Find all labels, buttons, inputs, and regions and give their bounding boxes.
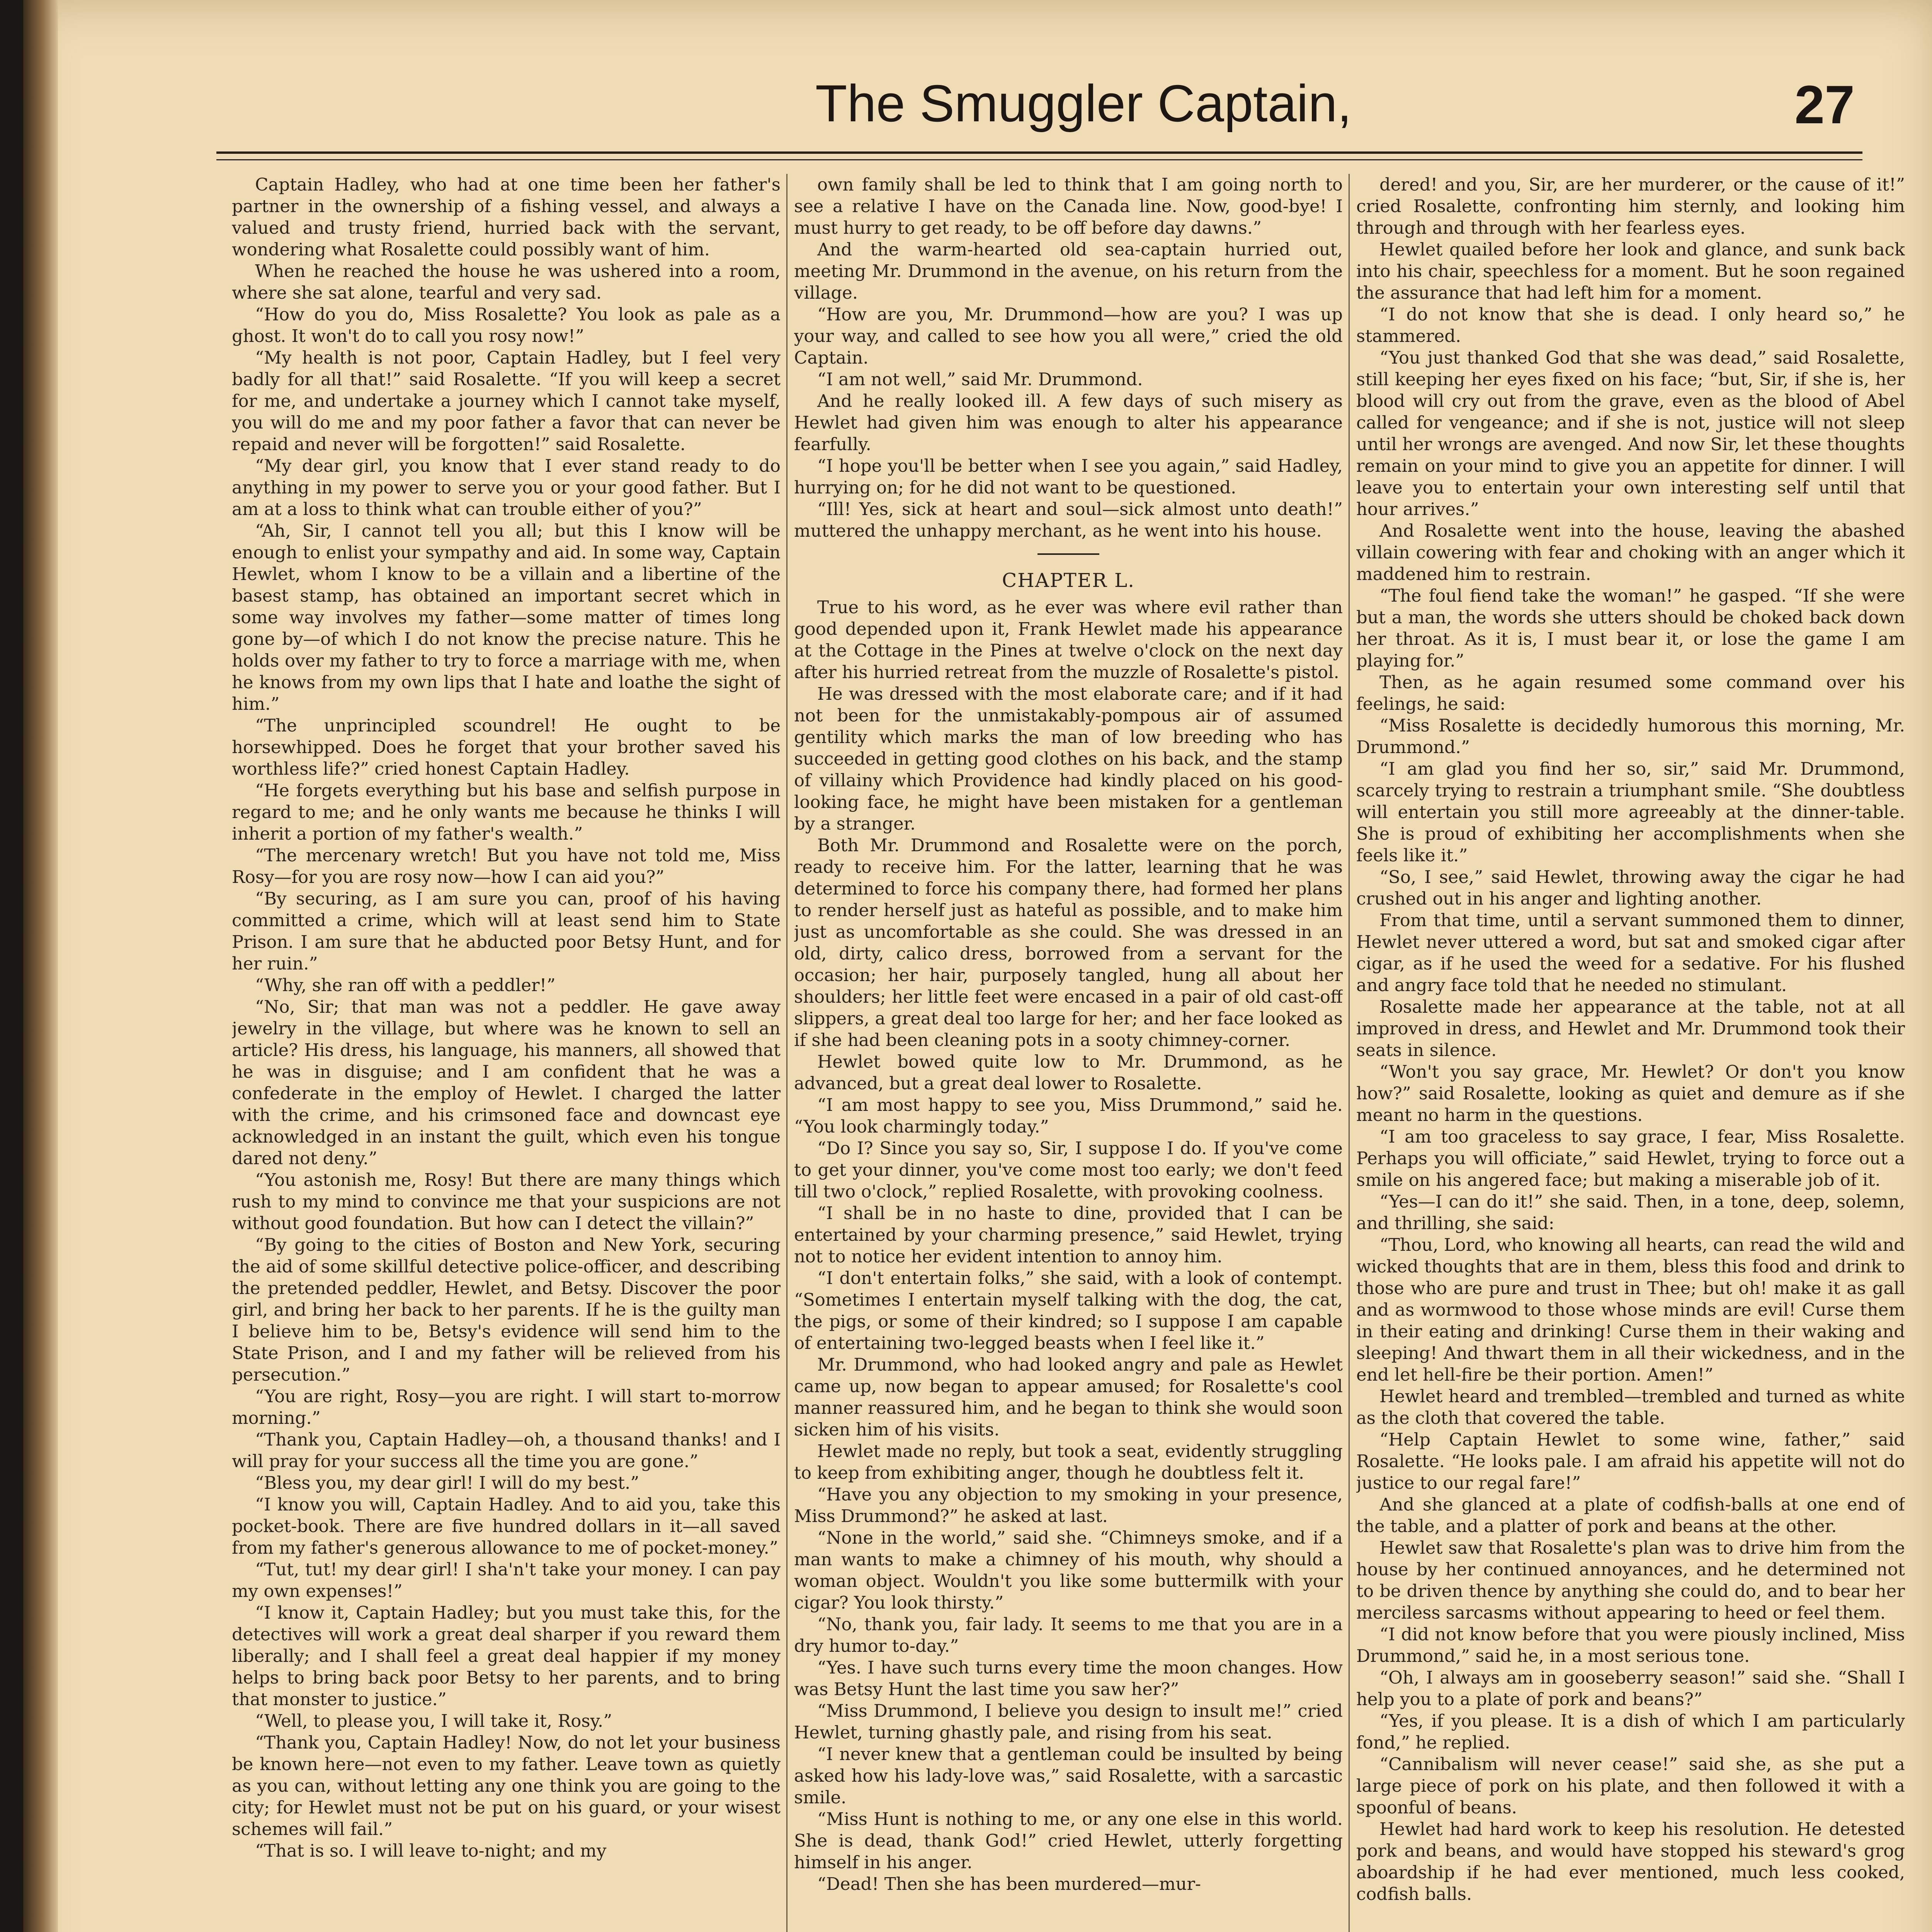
paragraph: “Cannibalism will never cease!” said she, as she put a large piece of pork on his plate, and then followed it with a spoonful of beans. — [1356, 1754, 1905, 1818]
paragraph: “How do you do, Miss Rosalette? You look as pale as a ghost. It won't do to call you rosy now!” — [232, 304, 781, 346]
paragraph: “Tut, tut! my dear girl! I sha'n't take your money. I can pay my own expenses!” — [232, 1559, 781, 1601]
chapter-heading: CHAPTER L. — [1002, 569, 1135, 592]
paragraph: True to his word, as he ever was where evil rather than good depended upon it, Frank Hewlet made his appearance at the Cottage in the Pines at twelve o'clock on the next day after his hurried retreat from the muzzle of Rosalette's pistol. — [794, 597, 1343, 682]
paragraph: Hewlet saw that Rosalette's plan was to drive him from the house by her continued annoyances, and he determined not to be driven thence by anything she could do, and to bear her merciless sarcasms without appearing to heed or feel them. — [1356, 1537, 1905, 1623]
paragraph: “So, I see,” said Hewlet, throwing away the cigar he had crushed out in his anger and lighting another. — [1356, 867, 1905, 909]
paragraph: Hewlet quailed before her look and glance, and sunk back into his chair, speechless for a moment. But he soon regained the assurance that had left him for a moment. — [1356, 239, 1905, 303]
paragraph: “I am too graceless to say grace, I fear, Miss Rosalette. Perhaps you will officiate,” said Hewlet, trying to force out a smile on his angered face; but making a miserable job of it. — [1356, 1126, 1905, 1190]
paragraph: Hewlet heard and trembled—trembled and turned as white as the cloth that covered the table. — [1356, 1386, 1905, 1428]
paragraph: “How are you, Mr. Drummond—how are you? I was up your way, and called to see how you all were,” cried the old Captain. — [794, 304, 1343, 368]
column-divider — [1349, 174, 1350, 1932]
paragraph: “None in the world,” said she. “Chimneys smoke, and if a man wants to make a chimney of his mouth, why should a woman object. Wouldn't you like some buttermilk with your cigar? You look thirsty.” — [794, 1527, 1343, 1613]
running-title: The Smuggler Captain, — [815, 74, 1352, 133]
paragraph: And she glanced at a plate of codfish-balls at one end of the table, and a platter of pork and beans at the other. — [1356, 1494, 1905, 1536]
paragraph: “Miss Drummond, I believe you design to insult me!” cried Hewlet, turning ghastly pale, and rising from his seat. — [794, 1701, 1343, 1743]
text-columns — [232, 174, 1905, 1932]
paragraph: “Ah, Sir, I cannot tell you all; but this I know will be enough to enlist your sympathy and aid. In some way, Captain Hewlet, whom I know to be a villain and a libertine of the basest stamp, has obtained an important secret which in some way involves my father—some matter of times long gone by—of which I do not know the precise nature. This he holds over my father to try to force a marriage with me, when he knows from my own lips that I hate and loathe the sight of him.” — [232, 520, 781, 714]
paragraph: “Thank you, Captain Hadley! Now, do not let your business be known here—not even to my father. Leave town as quietly as you can, without letting any one think you are going to the city; for Hewlet must not be put on his guard, or your wisest schemes will fail.” — [232, 1732, 781, 1839]
paragraph: “I am glad you find her so, sir,” said Mr. Drummond, scarcely trying to restrain a triumphant smile. “She doubtless will entertain you still more agreeably at the dinner-table. She is proud of exhibiting her accomplishments when she feels like it.” — [1356, 759, 1905, 866]
paragraph: “No, thank you, fair lady. It seems to me that you are in a dry humor to-day.” — [794, 1614, 1343, 1656]
paragraph: “Thank you, Captain Hadley—oh, a thousand thanks! and I will pray for your success all the time you are gone.” — [232, 1429, 781, 1471]
paragraph: “I shall be in no haste to dine, provided that I can be entertained by your charming presence,” said Hewlet, trying not to notice her evident intention to annoy him. — [794, 1203, 1343, 1267]
column-2-bottom — [794, 597, 1343, 1895]
paragraph: “I hope you'll be better when I see you again,” said Hadley, hurrying on; for he did not want to be questioned. — [794, 456, 1343, 498]
paragraph: “I did not know before that you were piously inclined, Miss Drummond,” said he, in a most serious tone. — [1356, 1624, 1905, 1666]
paragraph: “Ill! Yes, sick at heart and soul—sick almost unto death!” muttered the unhappy merchant, as he went into his house. — [794, 499, 1343, 541]
paragraph: “Why, she ran off with a peddler!” — [255, 975, 556, 995]
paragraph: “My health is not poor, Captain Hadley, but I feel very badly for all that!” said Rosalette. “If you will keep a secret for me, and undertake a journey which I cannot take myself, you will do me and my poor father a favor that can never be repaid and never will be forgotten!” said Rosalette. — [232, 347, 781, 454]
paragraph: “My dear girl, you know that I ever stand ready to do anything in my power to serve you or your good father. But I am at a loss to think what can trouble either of you?” — [232, 456, 781, 519]
paragraph: “You are right, Rosy—you are right. I will start to-morrow morning.” — [232, 1386, 781, 1428]
paragraph: “Oh, I always am in gooseberry season!” said she. “Shall I help you to a plate of pork and beans?” — [1356, 1667, 1905, 1709]
paragraph: “I do not know that she is dead. I only heard so,” he stammered. — [1356, 304, 1905, 346]
chapter-divider-rule — [1037, 553, 1099, 555]
paragraph: “Dead! Then she has been murdered—mur- — [817, 1874, 1201, 1894]
column-2-top — [794, 174, 1343, 542]
paragraph: From that time, until a servant summoned them to dinner, Hewlet never uttered a word, but sat and smoked cigar after cigar, as if he used the weed for a sedative. For his flushed and angry face told that he needed no stimulant. — [1356, 910, 1905, 995]
page-header — [216, 70, 1862, 147]
paragraph: “The unprincipled scoundrel! He ought to be horsewhipped. Does he forget that your brother saved his worthless life?” cried honest Captain Hadley. — [232, 715, 781, 779]
paragraph: “Bless you, my dear girl! I will do my best.” — [255, 1473, 639, 1493]
paragraph: “Yes. I have such turns every time the moon changes. How was Betsy Hunt the last time you saw her?” — [794, 1657, 1343, 1699]
paragraph: “I know it, Captain Hadley; but you must take this, for the detectives will work a great deal sharper if you reward them liberally; and I shall feel a great deal happier if my money helps to bring back poor Betsy to her parents, and to bring that monster to justice.” — [232, 1602, 781, 1709]
paragraph: “Do I? Since you say so, Sir, I suppose I do. If you've come to get your dinner, you've come most too early; we don't feed till two o'clock,” replied Rosalette, with provoking coolness. — [794, 1138, 1343, 1202]
paragraph: He was dressed with the most elaborate care; and if it had not been for the unmistakably-pompous air of assumed gentility which marks the man of low breeding who has succeeded in getting good clothes on his back, and the stamp of villainy which Providence had kindly placed on his good-looking face, he might have been mistaken for a gentleman by a stranger. — [794, 684, 1343, 834]
paragraph: “That is so. I will leave to-night; and my — [255, 1840, 607, 1861]
paragraph: Both Mr. Drummond and Rosalette were on the porch, ready to receive him. For the latter, learning that he was determined to force his company there, had formed her plans to render herself just as hateful as possible, and to make him just as uncomfortable as she could. She was dressed in an old, dirty, calico dress, borrowed from a servant for the occasion; her hair, purposely tangled, hung all about her shoulders; her little feet were encased in a pair of old cast-off slippers, a great deal too large for her; and her face looked as if she had been cleaning pots in a sooty chimney-corner. — [794, 835, 1343, 1050]
paragraph: “Well, to please you, I will take it, Rosy.” — [255, 1711, 612, 1731]
paragraph: “He forgets everything but his base and selfish purpose in regard to me; and he only wants me because he thinks I will inherit a portion of my father's wealth.” — [232, 780, 781, 844]
paragraph: “Help Captain Hewlet to some wine, father,” said Rosalette. “He looks pale. I am afraid his appetite will not do justice to our regal fare!” — [1356, 1429, 1905, 1493]
paragraph: “I know you will, Captain Hadley. And to aid you, take this pocket-book. There are five hundred dollars in it—all saved from my father's generous allowance to me of pocket-money.” — [232, 1494, 781, 1558]
paragraph: “No, Sir; that man was not a peddler. He gave away jewelry in the village, but where was he known to sell an article? His dress, his language, his manners, all showed that he was in disguise; and I am confident that he was a confederate in the employ of Hewlet. I charged the latter with the crime, and his crimsoned face and downcast eye acknowledged in an instant the guilt, which even his tongue dared not deny.” — [232, 997, 781, 1168]
paragraph: “Have you any objection to my smoking in your presence, Miss Drummond?” he asked at last. — [794, 1484, 1343, 1526]
paragraph: “Thou, Lord, who knowing all hearts, can read the wild and wicked thoughts that are in them, bless this food and drink to those who are pure and trust in Thee; but oh! make it as gall and as wormwood to those whose minds are evil! Curse them in their eating and drinking! Curse them in their waking and sleeping! And thwart them in all their wickedness, and in the end let hell-fire be their portion. Amen!” — [1356, 1235, 1905, 1385]
paragraph: Mr. Drummond, who had looked angry and pale as Hewlet came up, now began to appear amused; for Rosalette's cool manner reassured him, and he began to think she would soon sicken him of his visits. — [794, 1354, 1343, 1440]
column-1 — [232, 174, 781, 1932]
paragraph: “You just thanked God that she was dead,” said Rosalette, still keeping her eyes fixed on his face; “but, Sir, if she is, her blood will cry out from the grave, even as the blood of Abel called for vengeance; and if she is not, justice will not sleep until her wrongs are avenged. And now Sir, let these thoughts remain on your mind to give you an appetite for dinner. I will leave you to entertain your own interesting self until that hour arrives.” — [1356, 347, 1905, 519]
paragraph: dered! and you, Sir, are her murderer, or the cause of it!” cried Rosalette, confronting him sternly, and looking him through and through with her fearless eyes. — [1356, 174, 1905, 238]
paragraph: “Yes—I can do it!” she said. Then, in a tone, deep, solemn, and thrilling, she said: — [1356, 1191, 1905, 1233]
paragraph: own family shall be led to think that I am going north to see a relative I have on the Canada line. Now, good-bye! I must hurry to get ready, to be off before day dawns.” — [794, 174, 1343, 238]
paragraph: And Rosalette went into the house, leaving the abashed villain cowering with fear and choking with an anger which it maddened him to restrain. — [1356, 520, 1905, 584]
paragraph: Captain Hadley, who had at one time been her father's partner in the ownership of a fishing vessel, and always a valued and trusty friend, hurried back with the servant, wondering what Rosalette could possibly want of him. — [232, 174, 781, 260]
page-number: 27 — [1794, 74, 1855, 135]
paragraph: “I am most happy to see you, Miss Drummond,” said he. “You look charmingly today.” — [794, 1095, 1343, 1137]
paragraph: “Yes, if you please. It is a dish of which I am particularly fond,” he replied. — [1356, 1711, 1905, 1753]
paragraph: Rosalette made her appearance at the table, not at all improved in dress, and Hewlet and Mr. Drummond took their seats in silence. — [1356, 997, 1905, 1060]
paragraph: Hewlet bowed quite low to Mr. Drummond, as he advanced, but a great deal lower to Rosalette. — [794, 1051, 1343, 1094]
paragraph: “I don't entertain folks,” she said, with a look of contempt. “Sometimes I entertain myself talking with the dog, the cat, the pigs, or some of their kindred; so I suppose I am capable of entertaining two-legged beasts when I feel like it.” — [794, 1268, 1343, 1353]
paragraph: When he reached the house he was ushered into a room, where she sat alone, tearful and very sad. — [232, 261, 781, 303]
paragraph: “I am not well,” said Mr. Drummond. — [817, 369, 1143, 389]
column-3 — [1356, 174, 1905, 1932]
paragraph: “I never knew that a gentleman could be insulted by being asked how his lady-love was,” said Rosalette, with a sarcastic smile. — [794, 1744, 1343, 1808]
paragraph: “Miss Hunt is nothing to me, or any one else in this world. She is dead, thank God!” cried Hewlet, utterly forgetting himself in his anger. — [794, 1809, 1343, 1872]
paragraph: And he really looked ill. A few days of such misery as Hewlet had given him was enough to alter his appearance fearfully. — [794, 391, 1343, 454]
paragraph: “Won't you say grace, Mr. Hewlet? Or don't you know how?” said Rosalette, looking as quiet and demure as if she meant no harm in the questions. — [1356, 1061, 1905, 1125]
paragraph: “You astonish me, Rosy! But there are many things which rush to my mind to convince me that your suspicions are not without good foundation. But how can I detect the villain?” — [232, 1170, 781, 1233]
paragraph: “The mercenary wretch! But you have not told me, Miss Rosy—for you are rosy now—how I can aid you?” — [232, 845, 781, 887]
paragraph: “The foul fiend take the woman!” he gasped. “If she were but a man, the words she utters should be choked back down her throat. As it is, I must bear it, or lose the game I am playing for.” — [1356, 585, 1905, 671]
paragraph: And the warm-hearted old sea-captain hurried out, meeting Mr. Drummond in the avenue, on his return from the village. — [794, 239, 1343, 303]
column-divider — [786, 174, 787, 1932]
paragraph: Then, as he again resumed some command over his feelings, he said: — [1356, 672, 1905, 714]
paragraph: “By going to the cities of Boston and New York, securing the aid of some skillful detective police-officer, and describing the pretended peddler, Hewlet, and Betsy. Discover the poor girl, and bring her back to her parents. If he is the guilty man I believe him to be, Betsy's evidence will send him to the State Prison, and I and my father will be relieved from his persecution.” — [232, 1235, 781, 1385]
paragraph: “By securing, as I am sure you can, proof of his having committed a crime, which will at least send him to State Prison. I am sure that he abducted poor Betsy Hunt, and for her ruin.” — [232, 888, 781, 974]
header-rule — [216, 151, 1862, 160]
column-2 — [794, 174, 1343, 1932]
paragraph: “Miss Rosalette is decidedly humorous this morning, Mr. Drummond.” — [1356, 715, 1905, 757]
paragraph: Hewlet had hard work to keep his resolution. He detested pork and beans, and would have stopped his steward's grog aboardship if he had ever mentioned, much less cooked, codfish balls. — [1356, 1819, 1905, 1904]
paragraph: Hewlet made no reply, but took a seat, evidently struggling to keep from exhibiting anger, though he doubtless felt it. — [794, 1441, 1343, 1483]
page-binding-edge — [23, 0, 58, 1932]
newspaper-page — [23, 0, 1932, 1932]
